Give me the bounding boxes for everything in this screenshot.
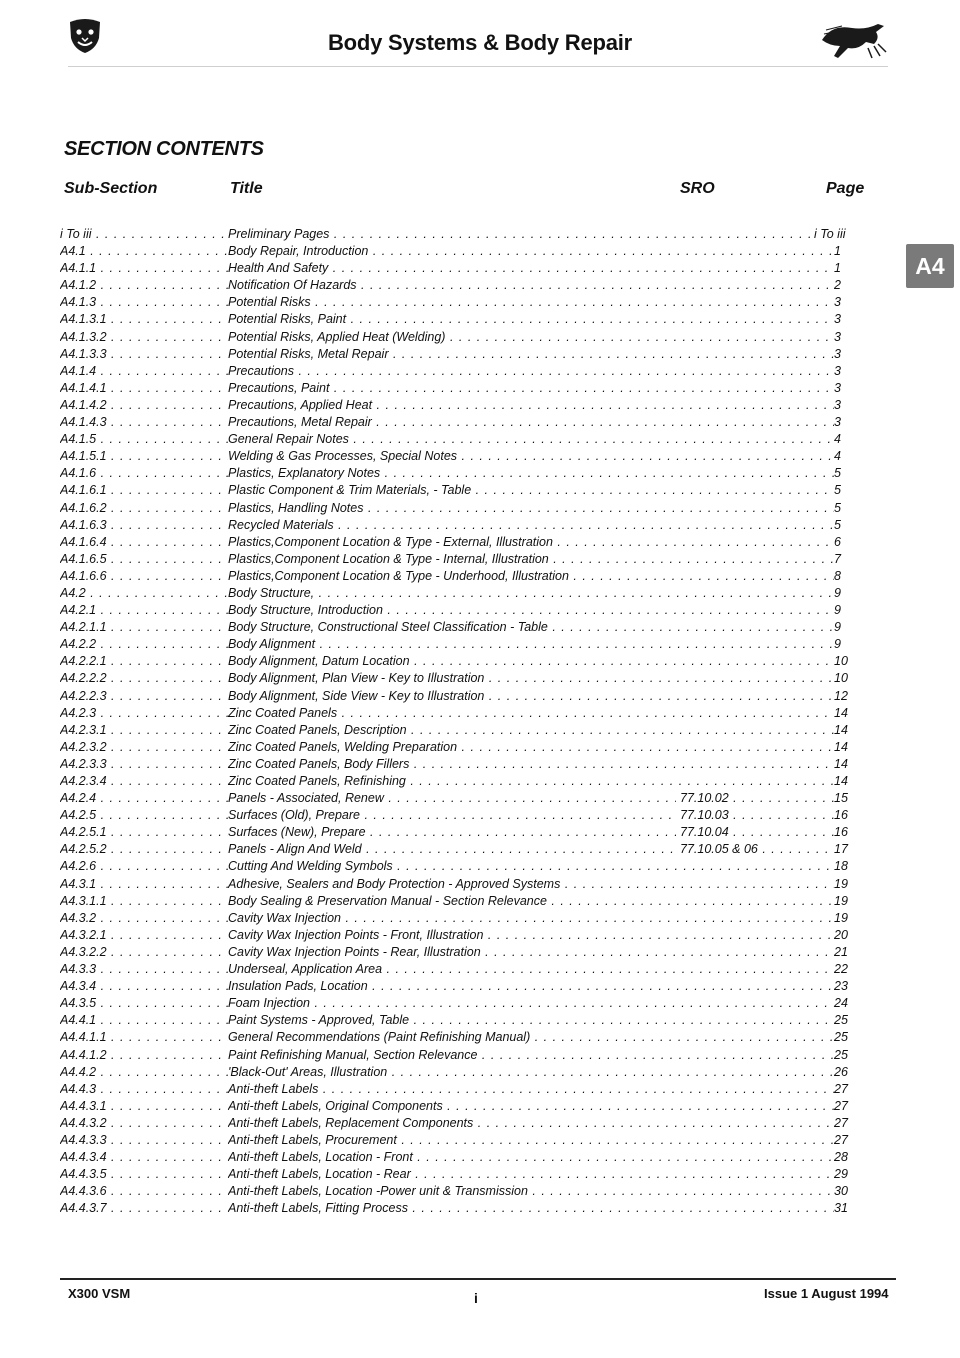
toc-page: 5 <box>834 500 860 517</box>
toc-subsection: A4.1.3.1 . . . <box>60 311 228 328</box>
toc-row <box>60 380 860 397</box>
toc-page: 14 <box>834 739 860 756</box>
toc-title: General Recommendations (Paint Refinishing Manual) . . . <box>228 1029 838 1046</box>
toc-row <box>60 1183 860 1200</box>
toc-title: Zinc Coated Panels, Welding Preparation . . . <box>228 739 838 756</box>
toc-row <box>60 739 860 756</box>
section-tab-marker: A4 <box>906 244 954 288</box>
toc-page: i To iii <box>814 226 860 243</box>
toc-row <box>60 961 860 978</box>
toc-page: 3 <box>834 380 860 397</box>
toc-subsection: A4.1.4 . . . <box>60 363 228 380</box>
column-header-sro: SRO <box>680 180 715 197</box>
toc-page: 25 <box>834 1047 860 1064</box>
toc-title: Body Repair, Introduction . . . <box>228 243 838 260</box>
toc-subsection: A4.2 . . . <box>60 585 228 602</box>
toc-row <box>60 226 860 243</box>
toc-title: Welding & Gas Processes, Special Notes . . . <box>228 448 838 465</box>
toc-subsection: A4.4.1.1 . . . <box>60 1029 228 1046</box>
toc-row <box>60 1081 860 1098</box>
toc-subsection: A4.1.3.2 . . . <box>60 329 228 346</box>
toc-page: 5 <box>834 517 860 534</box>
toc-title: Potential Risks, Paint . . . <box>228 311 838 328</box>
toc-page: 24 <box>834 995 860 1012</box>
toc-title: Anti-theft Labels, Location - Front . . . <box>228 1149 838 1166</box>
toc-subsection: A4.1.3.3 . . . <box>60 346 228 363</box>
toc-row <box>60 243 860 260</box>
toc-row <box>60 277 860 294</box>
header-rule <box>68 66 888 67</box>
table-of-contents <box>60 226 860 1217</box>
toc-row <box>60 705 860 722</box>
toc-subsection: A4.2.2.1 . . . <box>60 653 228 670</box>
toc-subsection: A4.2.5.2 . . . <box>60 841 228 858</box>
toc-page: 3 <box>834 363 860 380</box>
toc-title: Plastics, Explanatory Notes . . . <box>228 465 838 482</box>
toc-page: 9 <box>834 619 860 636</box>
toc-title: Plastics,Component Location & Type - Underhood, Illustration . . . <box>228 568 838 585</box>
toc-row <box>60 858 860 875</box>
toc-sro: 77.10.03 . . . <box>680 807 834 824</box>
toc-row <box>60 294 860 311</box>
toc-title: Insulation Pads, Location . . . <box>228 978 838 995</box>
toc-page: 9 <box>834 602 860 619</box>
toc-subsection: A4.1.5 . . . <box>60 431 228 448</box>
toc-row <box>60 619 860 636</box>
toc-subsection: A4.2.2 . . . <box>60 636 228 653</box>
toc-subsection: A4.1.4.2 . . . <box>60 397 228 414</box>
toc-subsection: i To iii . . . <box>60 226 228 243</box>
toc-page: 20 <box>834 927 860 944</box>
column-header-subsection: Sub-Section <box>64 180 158 197</box>
toc-title: Cutting And Welding Symbols . . . <box>228 858 838 875</box>
toc-row <box>60 448 860 465</box>
toc-page: 4 <box>834 431 860 448</box>
toc-page: 25 <box>834 1012 860 1029</box>
toc-page: 16 <box>834 807 860 824</box>
toc-row <box>60 260 860 277</box>
toc-subsection: A4.3.2 . . . <box>60 910 228 927</box>
toc-subsection: A4.4.3 . . . <box>60 1081 228 1098</box>
toc-subsection: A4.1.4.3 . . . <box>60 414 228 431</box>
toc-row <box>60 688 860 705</box>
toc-title: Surfaces (Old), Prepare . . . <box>228 807 676 824</box>
toc-subsection: A4.2.2.3 . . . <box>60 688 228 705</box>
toc-subsection: A4.3.1.1 . . . <box>60 893 228 910</box>
toc-row <box>60 670 860 687</box>
leaping-jaguar-logo-icon <box>818 18 890 62</box>
toc-subsection: A4.3.2.2 . . . <box>60 944 228 961</box>
toc-title: Paint Systems - Approved, Table . . . <box>228 1012 838 1029</box>
toc-subsection: A4.2.3.1 . . . <box>60 722 228 739</box>
footer-issue-date: Issue 1 August 1994 <box>764 1286 889 1301</box>
toc-page: 6 <box>834 534 860 551</box>
toc-row <box>60 346 860 363</box>
toc-page: 30 <box>834 1183 860 1200</box>
toc-title: Zinc Coated Panels . . . <box>228 705 838 722</box>
toc-subsection: A4.4.3.3 . . . <box>60 1132 228 1149</box>
toc-title: Body Structure, Constructional Steel Classification - Table . . . <box>228 619 838 636</box>
toc-title: Underseal, Application Area . . . <box>228 961 838 978</box>
toc-subsection: A4.3.4 . . . <box>60 978 228 995</box>
toc-row <box>60 910 860 927</box>
toc-title: Paint Refinishing Manual, Section Relevance . . . <box>228 1047 838 1064</box>
toc-title: Body Alignment, Side View - Key to Illustration . . . <box>228 688 838 705</box>
toc-subsection: A4.3.1 . . . <box>60 876 228 893</box>
column-header-page: Page <box>826 180 865 197</box>
toc-subsection: A4.3.3 . . . <box>60 961 228 978</box>
toc-title: Anti-theft Labels, Location - Rear . . . <box>228 1166 838 1183</box>
toc-subsection: A4.2.4 . . . <box>60 790 228 807</box>
toc-title: 'Black-Out' Areas, Illustration . . . <box>228 1064 838 1081</box>
toc-subsection: A4.2.3.4 . . . <box>60 773 228 790</box>
toc-title: Anti-theft Labels, Replacement Components . . . <box>228 1115 838 1132</box>
toc-page: 27 <box>834 1132 860 1149</box>
toc-row <box>60 807 860 824</box>
toc-title: Foam Injection . . . <box>228 995 838 1012</box>
document-title: Body Systems & Body Repair <box>327 30 633 55</box>
toc-page: 17 <box>834 841 860 858</box>
toc-sro: 77.10.04 . . . <box>680 824 834 841</box>
footer-page-number: i <box>474 1290 478 1306</box>
toc-row <box>60 876 860 893</box>
toc-row <box>60 1132 860 1149</box>
toc-title: Body Sealing & Preservation Manual - Section Relevance . . . <box>228 893 838 910</box>
toc-row <box>60 722 860 739</box>
toc-row <box>60 1064 860 1081</box>
toc-title: Plastics, Handling Notes . . . <box>228 500 838 517</box>
toc-page: 14 <box>834 705 860 722</box>
toc-page: 19 <box>834 893 860 910</box>
toc-title: Cavity Wax Injection . . . <box>228 910 838 927</box>
toc-subsection: A4.1.6.5 . . . <box>60 551 228 568</box>
toc-page: 8 <box>834 568 860 585</box>
toc-page: 31 <box>834 1200 860 1217</box>
toc-subsection: A4.4.3.5 . . . <box>60 1166 228 1183</box>
toc-title: Precautions . . . <box>228 363 838 380</box>
toc-row <box>60 1012 860 1029</box>
toc-title: Potential Risks, Applied Heat (Welding) . . . <box>228 329 838 346</box>
toc-row <box>60 551 860 568</box>
toc-page: 1 <box>834 260 860 277</box>
toc-page: 5 <box>834 482 860 499</box>
toc-page: 12 <box>834 688 860 705</box>
toc-subsection: A4.2.6 . . . <box>60 858 228 875</box>
toc-row <box>60 927 860 944</box>
toc-page: 16 <box>834 824 860 841</box>
toc-title: Potential Risks, Metal Repair . . . <box>228 346 838 363</box>
page-header <box>0 0 960 80</box>
toc-title: Panels - Align And Weld . . . <box>228 841 676 858</box>
toc-row <box>60 790 860 807</box>
toc-row <box>60 1200 860 1217</box>
toc-title: Anti-theft Labels, Location -Power unit & Transmission . . . <box>228 1183 838 1200</box>
toc-title: Anti-theft Labels, Fitting Process . . . <box>228 1200 838 1217</box>
toc-page: 10 <box>834 653 860 670</box>
toc-page: 18 <box>834 858 860 875</box>
toc-page: 21 <box>834 944 860 961</box>
toc-page: 29 <box>834 1166 860 1183</box>
toc-row <box>60 363 860 380</box>
toc-title: Cavity Wax Injection Points - Rear, Illustration . . . <box>228 944 838 961</box>
toc-row <box>60 653 860 670</box>
toc-subsection: A4.1.6.1 . . . <box>60 482 228 499</box>
toc-row <box>60 397 860 414</box>
footer-manual-id: X300 VSM <box>68 1286 131 1301</box>
toc-subsection: A4.2.3 . . . <box>60 705 228 722</box>
toc-subsection: A4.3.5 . . . <box>60 995 228 1012</box>
toc-row <box>60 636 860 653</box>
toc-title: Adhesive, Sealers and Body Protection - Approved Systems . . . <box>228 876 838 893</box>
toc-row <box>60 1098 860 1115</box>
toc-row <box>60 756 860 773</box>
toc-page: 28 <box>834 1149 860 1166</box>
toc-page: 27 <box>834 1115 860 1132</box>
toc-title: Body Structure, Introduction . . . <box>228 602 838 619</box>
toc-subsection: A4.2.3.3 . . . <box>60 756 228 773</box>
toc-row <box>60 1166 860 1183</box>
toc-page: 19 <box>834 910 860 927</box>
toc-sro: 77.10.05 & 06 . . . <box>680 841 834 858</box>
toc-title: Precautions, Metal Repair . . . <box>228 414 838 431</box>
toc-row <box>60 482 860 499</box>
toc-page: 1 <box>834 243 860 260</box>
toc-page: 3 <box>834 329 860 346</box>
toc-page: 2 <box>834 277 860 294</box>
toc-row <box>60 1149 860 1166</box>
toc-subsection: A4.1.6.6 . . . <box>60 568 228 585</box>
toc-title: Plastics,Component Location & Type - External, Illustration . . . <box>228 534 838 551</box>
toc-row <box>60 568 860 585</box>
toc-subsection: A4.1.6.3 . . . <box>60 517 228 534</box>
toc-page: 3 <box>834 294 860 311</box>
toc-title: Potential Risks . . . <box>228 294 838 311</box>
toc-row <box>60 773 860 790</box>
toc-title: Plastic Component & Trim Materials, - Table . . . <box>228 482 838 499</box>
toc-subsection: A4.1.6.2 . . . <box>60 500 228 517</box>
toc-subsection: A4.2.5.1 . . . <box>60 824 228 841</box>
toc-page: 7 <box>834 551 860 568</box>
toc-row <box>60 1047 860 1064</box>
toc-page: 27 <box>834 1098 860 1115</box>
toc-page: 27 <box>834 1081 860 1098</box>
toc-subsection: A4.4.3.6 . . . <box>60 1183 228 1200</box>
toc-page: 3 <box>834 414 860 431</box>
toc-row <box>60 431 860 448</box>
toc-title: Notification Of Hazards . . . <box>228 277 838 294</box>
toc-title: Precautions, Applied Heat . . . <box>228 397 838 414</box>
toc-title: Surfaces (New), Prepare . . . <box>228 824 676 841</box>
toc-page: 22 <box>834 961 860 978</box>
toc-subsection: A4.4.1 . . . <box>60 1012 228 1029</box>
toc-subsection: A4.3.2.1 . . . <box>60 927 228 944</box>
toc-sro: 77.10.02 . . . <box>680 790 834 807</box>
toc-subsection: A4.4.3.2 . . . <box>60 1115 228 1132</box>
toc-row <box>60 841 860 858</box>
toc-page: 14 <box>834 756 860 773</box>
toc-page: 14 <box>834 722 860 739</box>
toc-subsection: A4.1.6.4 . . . <box>60 534 228 551</box>
toc-subsection: A4.1.2 . . . <box>60 277 228 294</box>
toc-title: Preliminary Pages . . . <box>228 226 838 243</box>
toc-title: General Repair Notes . . . <box>228 431 838 448</box>
toc-row <box>60 995 860 1012</box>
toc-title: Panels - Associated, Renew . . . <box>228 790 676 807</box>
toc-title: Cavity Wax Injection Points - Front, Illustration . . . <box>228 927 838 944</box>
toc-row <box>60 1115 860 1132</box>
toc-title: Plastics,Component Location & Type - Internal, Illustration . . . <box>228 551 838 568</box>
toc-row <box>60 465 860 482</box>
toc-subsection: A4.4.3.7 . . . <box>60 1200 228 1217</box>
toc-page: 5 <box>834 465 860 482</box>
toc-page: 26 <box>834 1064 860 1081</box>
toc-row <box>60 1029 860 1046</box>
toc-subsection: A4.2.1.1 . . . <box>60 619 228 636</box>
toc-subsection: A4.1.5.1 . . . <box>60 448 228 465</box>
toc-page: 15 <box>834 790 860 807</box>
toc-subsection: A4.1.1 . . . <box>60 260 228 277</box>
toc-page: 3 <box>834 311 860 328</box>
toc-subsection: A4.4.3.4 . . . <box>60 1149 228 1166</box>
footer-rule <box>60 1278 896 1280</box>
toc-page: 25 <box>834 1029 860 1046</box>
toc-title: Health And Safety . . . <box>228 260 838 277</box>
toc-row <box>60 517 860 534</box>
toc-subsection: A4.2.2.2 . . . <box>60 670 228 687</box>
toc-page: 3 <box>834 397 860 414</box>
toc-subsection: A4.4.1.2 . . . <box>60 1047 228 1064</box>
toc-title: Zinc Coated Panels, Body Fillers . . . <box>228 756 838 773</box>
toc-title: Precautions, Paint . . . <box>228 380 838 397</box>
toc-title: Anti-theft Labels . . . <box>228 1081 838 1098</box>
toc-subsection: A4.2.3.2 . . . <box>60 739 228 756</box>
toc-title: Body Structure, . . . <box>228 585 838 602</box>
column-header-title: Title <box>230 180 263 197</box>
toc-title: Recycled Materials . . . <box>228 517 838 534</box>
toc-row <box>60 978 860 995</box>
toc-subsection: A4.1 . . . <box>60 243 228 260</box>
toc-row <box>60 602 860 619</box>
toc-row <box>60 534 860 551</box>
toc-page: 23 <box>834 978 860 995</box>
toc-page: 9 <box>834 636 860 653</box>
toc-page: 19 <box>834 876 860 893</box>
toc-row <box>60 311 860 328</box>
toc-subsection: A4.4.3.1 . . . <box>60 1098 228 1115</box>
toc-title: Zinc Coated Panels, Description . . . <box>228 722 838 739</box>
toc-title: Zinc Coated Panels, Refinishing . . . <box>228 773 838 790</box>
toc-row <box>60 329 860 346</box>
toc-title: Body Alignment, Plan View - Key to Illustration . . . <box>228 670 838 687</box>
toc-title: Anti-theft Labels, Original Components . . . <box>228 1098 838 1115</box>
toc-page: 4 <box>834 448 860 465</box>
toc-page: 10 <box>834 670 860 687</box>
toc-row <box>60 944 860 961</box>
toc-subsection: A4.2.5 . . . <box>60 807 228 824</box>
toc-page: 9 <box>834 585 860 602</box>
toc-subsection: A4.4.2 . . . <box>60 1064 228 1081</box>
toc-title: Body Alignment, Datum Location . . . <box>228 653 838 670</box>
toc-page: 14 <box>834 773 860 790</box>
section-title: SECTION CONTENTS <box>64 138 264 160</box>
toc-subsection: A4.1.6 . . . <box>60 465 228 482</box>
toc-title: Body Alignment . . . <box>228 636 838 653</box>
toc-page: 3 <box>834 346 860 363</box>
toc-subsection: A4.2.1 . . . <box>60 602 228 619</box>
toc-row <box>60 893 860 910</box>
toc-subsection: A4.1.4.1 . . . <box>60 380 228 397</box>
toc-row <box>60 500 860 517</box>
toc-row <box>60 414 860 431</box>
toc-subsection: A4.1.3 . . . <box>60 294 228 311</box>
toc-row <box>60 824 860 841</box>
toc-row <box>60 585 860 602</box>
toc-title: Anti-theft Labels, Procurement . . . <box>228 1132 838 1149</box>
